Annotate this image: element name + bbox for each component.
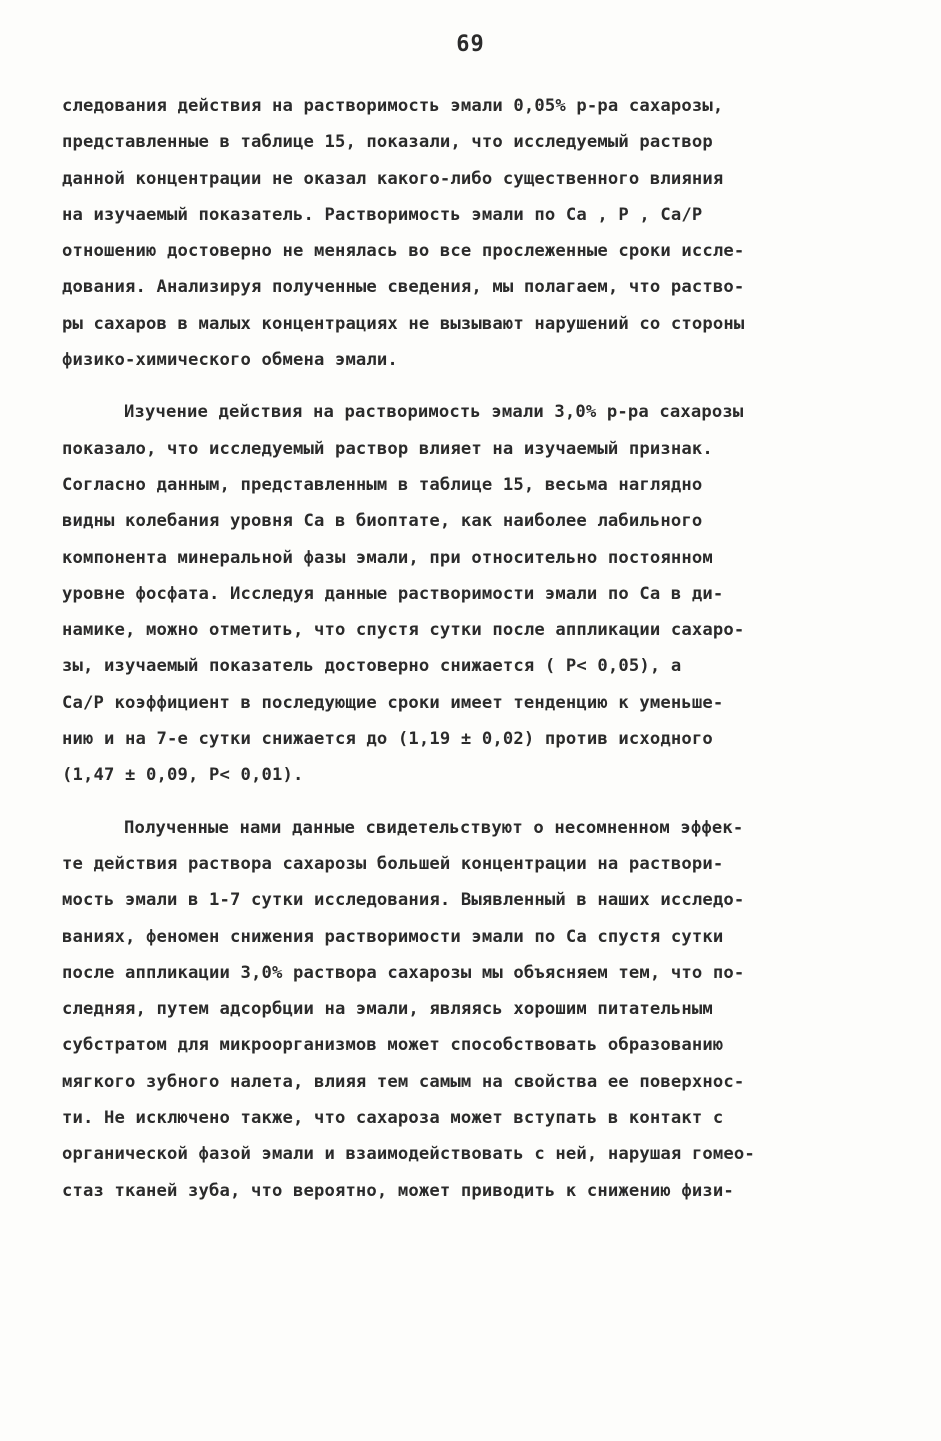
text-line: отношению достоверно не менялась во все прослеженные сроки иссле-: [62, 241, 745, 262]
text-line: мягкого зубного налета, влияя тем самым на свойства ее поверхнос-: [62, 1071, 745, 1092]
page-number: 69: [456, 32, 485, 57]
text-line: субстратом для микроорганизмов может способствовать образованию: [62, 1035, 724, 1056]
text-line: (1,47 ± 0,09, P< 0,01).: [62, 765, 304, 786]
text-line: представленные в таблице 15, показали, что исследуемый раствор: [62, 132, 713, 153]
text-line: показало, что исследуемый раствор влияет на изучаемый признак.: [62, 438, 713, 459]
text-line: мость эмали в 1-7 сутки исследования. Выявленный в наших исследо-: [62, 890, 745, 911]
text-line: уровне фосфата. Исследуя данные растворимости эмали по Ca в ди-: [62, 583, 724, 604]
text-line: дования. Анализируя полученные сведения, мы полагаем, что раство-: [62, 277, 745, 298]
text-line: компонента минеральной фазы эмали, при относительно постоянном: [62, 547, 713, 568]
text-line: стаз тканей зуба, что вероятно, может приводить к снижению физи-: [62, 1180, 734, 1201]
text-line: Полученные нами данные свидетельствуют о несомненном эффек-: [124, 817, 744, 838]
text-line: нию и на 7-е сутки снижается до (1,19 ± 0,02) против исходного: [62, 729, 713, 750]
text-line: ти. Не исключено также, что сахароза может вступать в контакт с: [62, 1108, 724, 1129]
text-line: данной концентрации не оказал какого-либо существенного влияния: [62, 168, 724, 189]
text-line: органической фазой эмали и взаимодействовать с ней, нарушая гомео-: [62, 1144, 755, 1165]
text-line: намике, можно отметить, что спустя сутки после аппликации сахаро-: [62, 620, 745, 641]
text-line: Согласно данным, представленным в таблице 15, весьма наглядно: [62, 474, 703, 495]
text-line: Изучение действия на растворимость эмали 3,0% р-ра сахарозы: [124, 402, 744, 423]
text-line: следования действия на растворимость эмали 0,05% р-ра сахарозы,: [62, 96, 724, 116]
body-text: [62, 88, 898, 1209]
text-line: следняя, путем адсорбции на эмали, являясь хорошим питательным: [62, 999, 713, 1020]
text-line: на изучаемый показатель. Растворимость эмали по Ca , P , Ca/P: [62, 204, 703, 225]
text-line: ваниях, феномен снижения растворимости эмали по Ca спустя сутки: [62, 926, 724, 947]
text-line: те действия раствора сахарозы большей концентрации на раствори-: [62, 853, 724, 874]
text-line: ры сахаров в малых концентрациях не вызывают нарушений со стороны: [62, 313, 745, 334]
paragraph-gap: [62, 378, 898, 394]
paragraph-gap: [62, 794, 898, 810]
text-line: физико-химического обмена эмали.: [62, 350, 398, 371]
text-line: после аппликации 3,0% раствора сахарозы мы объясняем тем, что по-: [62, 962, 745, 983]
text-line: зы, изучаемый показатель достоверно снижается ( P< 0,05), а: [62, 656, 682, 677]
text-line: видны колебания уровня Ca в биоптате, как наиболее лабильного: [62, 511, 703, 532]
text-line: Ca/P коэффициент в последующие сроки имеет тенденцию к уменьше-: [62, 692, 724, 713]
